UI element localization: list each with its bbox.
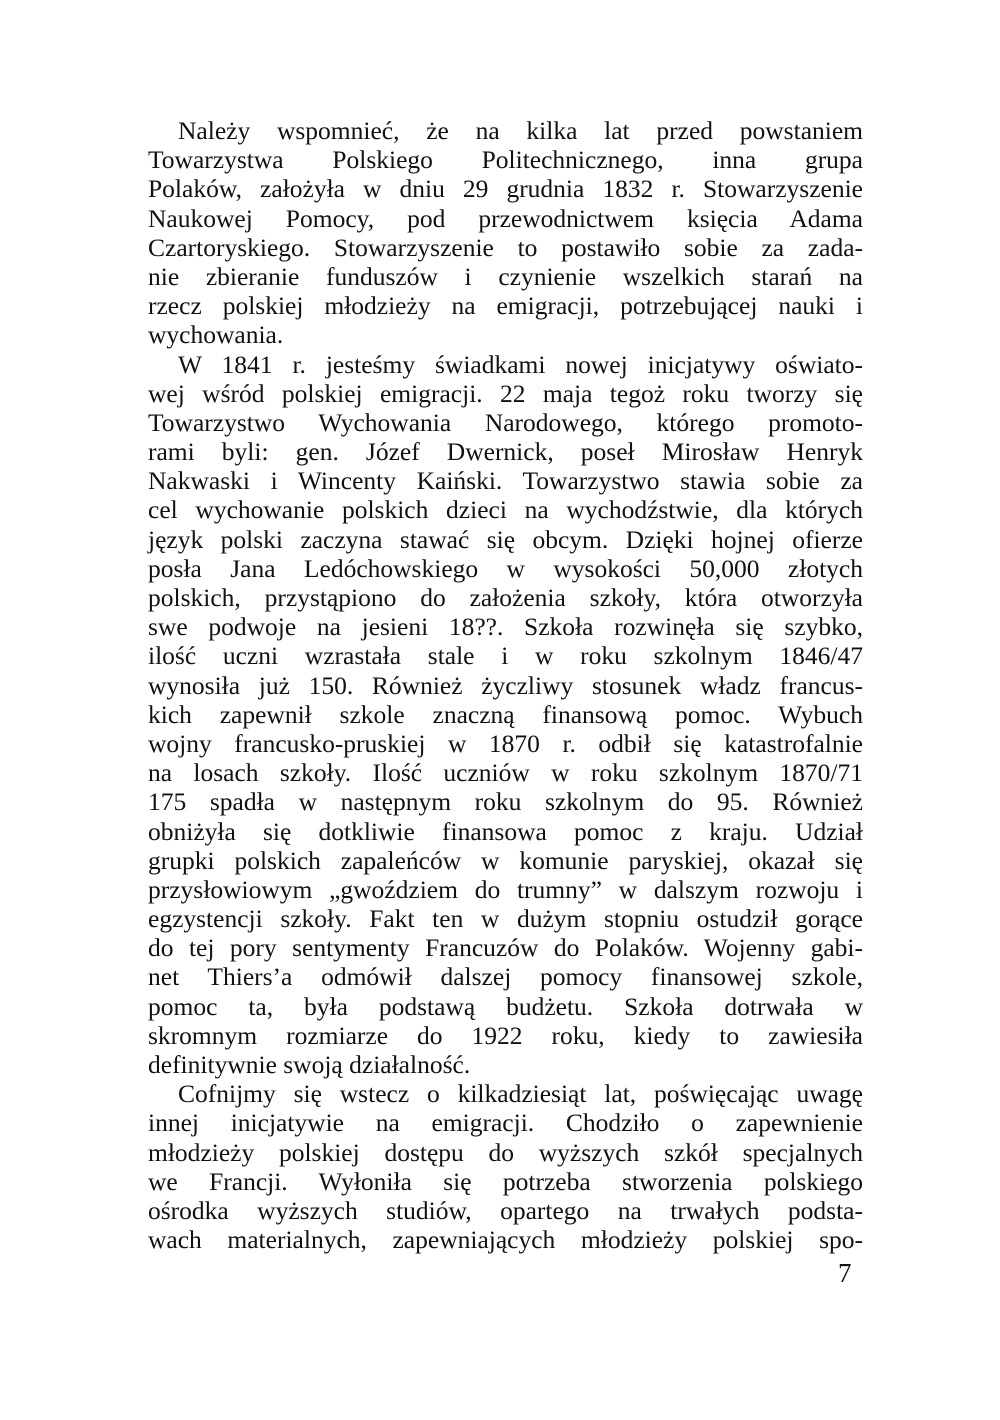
- text-line: wach materialnych, zapewniających młodzieży polskiej spo-: [148, 1225, 863, 1255]
- text-line: Towarzystwa Polskiego Politechnicznego, inna grupa: [148, 145, 863, 175]
- text-line: Czartoryskiego. Stowarzyszenie to postawiło sobie za zada-: [148, 232, 863, 262]
- text-line: do tej pory sentymenty Francuzów do Polaków. Wojenny gabi-: [148, 933, 863, 963]
- text-line: cel wychowanie polskich dzieci na wychodźstwie, dla których: [148, 495, 863, 525]
- text-line: rami byli: gen. Józef Dwernick, poseł Mirosław Henryk: [148, 437, 863, 467]
- text-line: egzystencji szkoły. Fakt ten w dużym stopniu ostudził gorące: [148, 904, 863, 934]
- text-line: ośrodka wyższych studiów, opartego na trwałych podsta-: [148, 1195, 863, 1225]
- text-line: wynosiła już 150. Również życzliwy stosunek władz francus-: [148, 670, 863, 700]
- text-line: grupki polskich zapaleńców w komunie paryskiej, okazał się: [148, 845, 863, 875]
- text-line: innej inicjatywie na emigracji. Chodziło o zapewnienie: [148, 1108, 863, 1138]
- text-line: polskich, przystąpiono do założenia szkoły, która otworzyła: [148, 583, 863, 612]
- text-line: kich zapewnił szkole znaczną finansową pomoc. Wybuch: [148, 699, 863, 729]
- text-line: Towarzystwo Wychowania Narodowego, którego promoto-: [148, 407, 863, 437]
- text-line: wej wśród polskiej emigracji. 22 maja tegoż roku tworzy się: [148, 378, 863, 408]
- paragraph-2: [148, 350, 863, 1080]
- text-line: posła Jana Ledóchowskiego w wysokości 50,000 złotych: [148, 553, 863, 583]
- text-line: we Francji. Wyłoniła się potrzeba stworzenia polskiego: [148, 1166, 863, 1196]
- text-line: Naukowej Pomocy, pod przewodnictwem księcia Adama: [148, 203, 863, 233]
- page-number: 7: [838, 1258, 852, 1288]
- text-line: na losach szkoły. Ilość uczniów w roku szkolnym 1870/71: [148, 758, 863, 788]
- text-line: Cofnijmy się wstecz o kilkadziesiąt lat, poświęcając uwagę: [178, 1079, 863, 1109]
- text-line: wojny francusko-pruskiej w 1870 r. odbił się katastrofalnie: [148, 728, 863, 758]
- text-line: młodzieży polskiej dostępu do wyższych szkół specjalnych: [148, 1137, 863, 1167]
- text-line: Należy wspomnieć, że na kilka lat przed powstaniem: [178, 116, 863, 145]
- text-line: rzecz polskiej młodzieży na emigracji, potrzebującej nauki i: [148, 291, 863, 321]
- text-line: obniżyła się dotkliwie finansowa pomoc z kraju. Udział: [148, 816, 863, 846]
- text-line: Polaków, założyła w dniu 29 grudnia 1832 r. Stowarzyszenie: [148, 174, 863, 204]
- paragraph-3: [148, 1079, 863, 1254]
- text-line: przysłowiowym „gwoździem do trumny” w dalszym rozwoju i: [148, 874, 863, 904]
- text-line: 175 spadła w następnym roku szkolnym do 95. Również: [148, 787, 863, 817]
- text-line: skromnym rozmiarze do 1922 roku, kiedy to zawiesiła: [148, 1020, 863, 1050]
- text-line: wychowania.: [148, 320, 284, 350]
- text-line: pomoc ta, była podstawą budżetu. Szkoła dotrwała w: [148, 991, 863, 1021]
- text-line: Nakwaski i Wincenty Kaiński. Towarzystwo stawia sobie za: [148, 466, 863, 496]
- paragraph-1: [148, 116, 863, 350]
- text-line: język polski zaczyna stawać się obcym. Dzięki hojnej ofierze: [148, 524, 863, 554]
- document-page: [148, 116, 863, 1254]
- text-line: swe podwoje na jesieni 18??. Szkoła rozwinęła się szybko,: [148, 612, 863, 642]
- text-line: net Thiers’a odmówił dalszej pomocy finansowej szkole,: [148, 962, 863, 992]
- text-line: definitywnie swoją działalność.: [148, 1050, 471, 1079]
- text-line: W 1841 r. jesteśmy świadkami nowej inicjatywy oświato-: [178, 349, 863, 379]
- text-line: nie zbieranie funduszów i czynienie wszelkich starań na: [148, 261, 863, 291]
- text-line: ilość uczni wzrastała stale i w roku szkolnym 1846/47: [148, 641, 863, 671]
